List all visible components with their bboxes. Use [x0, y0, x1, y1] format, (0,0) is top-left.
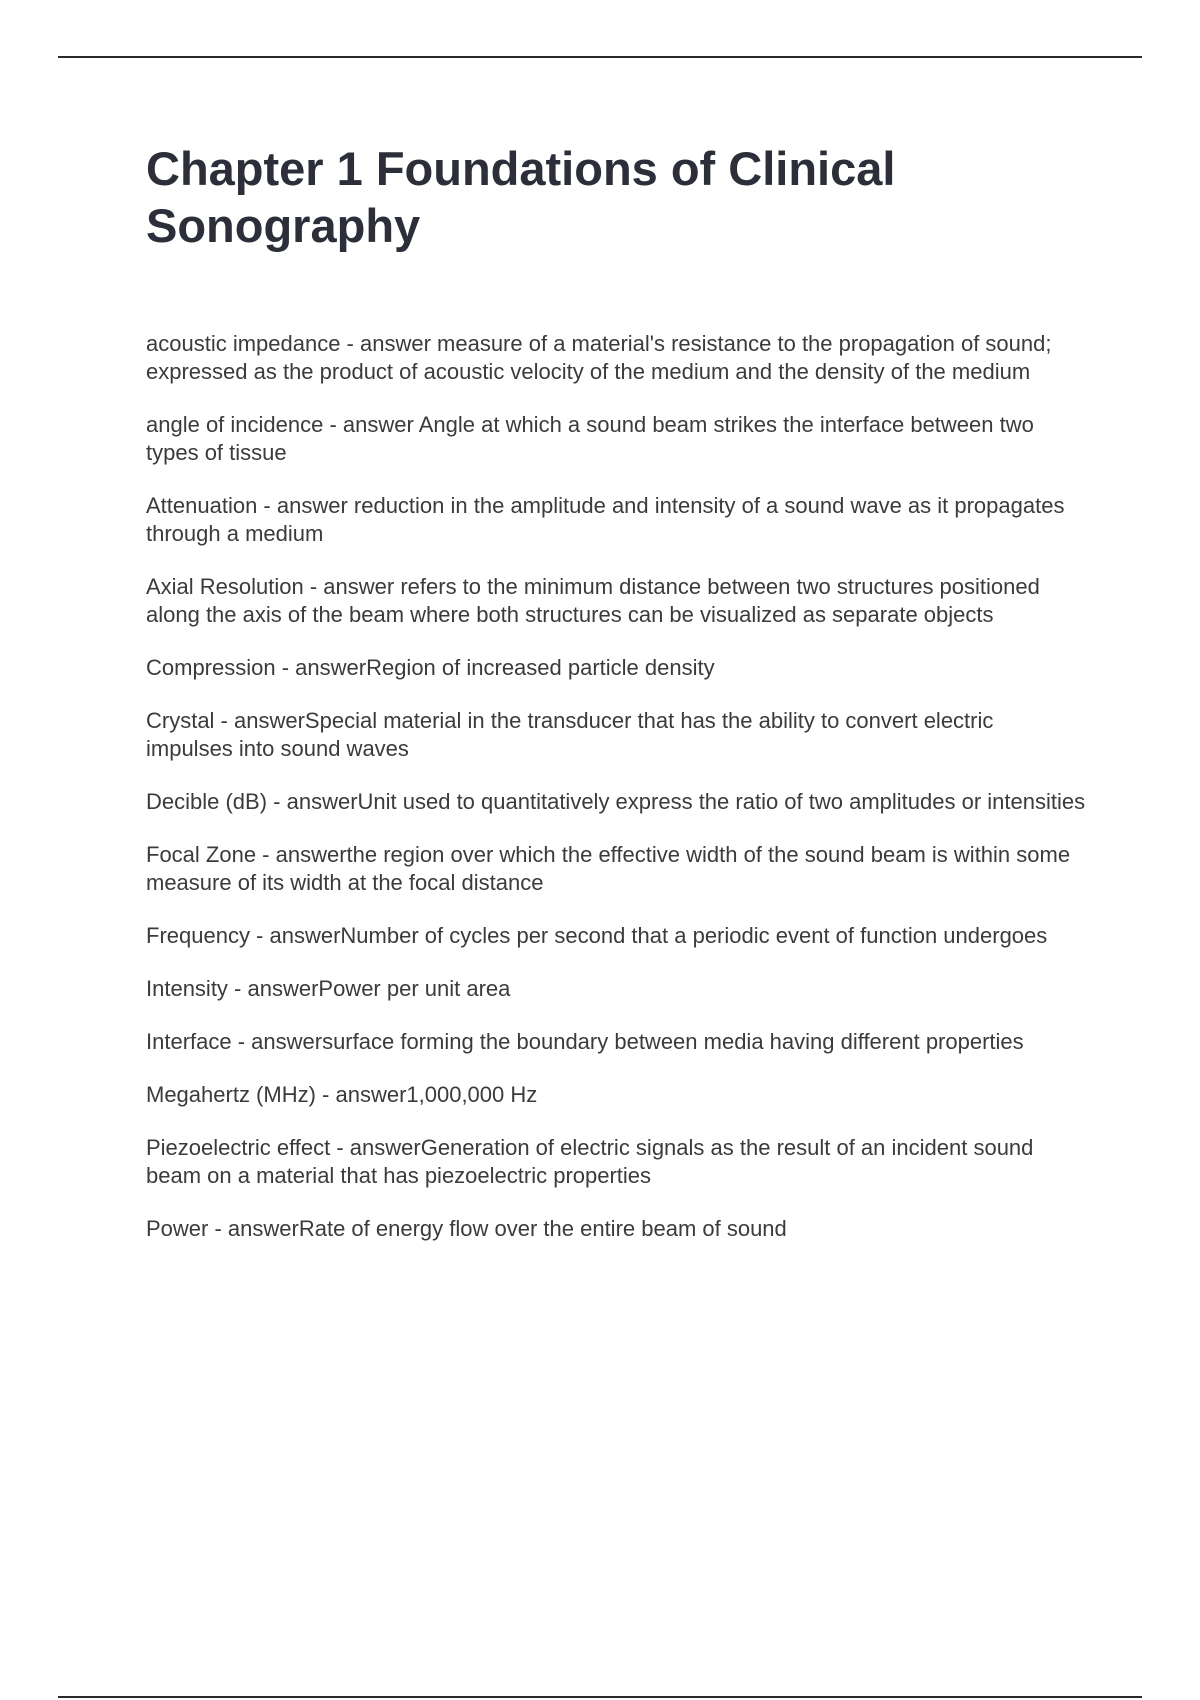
glossary-entry: Focal Zone - answerthe region over which the effective width of the sound beam is within some measure of its width at the focal distance [146, 842, 1071, 895]
top-divider [58, 56, 1142, 58]
document-body [146, 140, 1086, 1268]
glossary-entry: Megahertz (MHz) - answer1,000,000 Hz [146, 1082, 538, 1107]
glossary-entry: Attenuation - answer reduction in the amplitude and intensity of a sound wave as it propagates through a medium [146, 493, 1065, 546]
glossary-entry: Compression - answerRegion of increased particle density [146, 655, 715, 680]
page-title: Chapter 1 Foundations of Clinical Sonography [146, 142, 896, 252]
glossary-entry: Interface - answersurface forming the boundary between media having different properties [146, 1029, 1024, 1054]
glossary-list [146, 330, 1086, 1243]
glossary-entry: angle of incidence - answer Angle at which a sound beam strikes the interface between two types of tissue [146, 412, 1034, 465]
glossary-entry: acoustic impedance - answer measure of a material's resistance to the propagation of sound; expressed as the product of acoustic velocity of the medium and the density of the medium [146, 331, 1052, 384]
glossary-entry: Piezoelectric effect - answerGeneration of electric signals as the result of an incident sound beam on a material that has piezoelectric properties [146, 1135, 1034, 1188]
bottom-divider [58, 1696, 1142, 1698]
glossary-entry: Crystal - answerSpecial material in the transducer that has the ability to convert electric impulses into sound waves [146, 708, 994, 761]
glossary-entry: Frequency - answerNumber of cycles per second that a periodic event of function undergoes [146, 923, 1048, 948]
glossary-entry: Power - answerRate of energy flow over the entire beam of sound [146, 1216, 787, 1241]
glossary-entry: Decible (dB) - answerUnit used to quantitatively express the ratio of two amplitudes or intensities [146, 789, 1086, 814]
glossary-entry: Intensity - answerPower per unit area [146, 976, 511, 1001]
glossary-entry: Axial Resolution - answer refers to the minimum distance between two structures positioned along the axis of the beam where both structures can be visualized as separate objects [146, 574, 1040, 627]
